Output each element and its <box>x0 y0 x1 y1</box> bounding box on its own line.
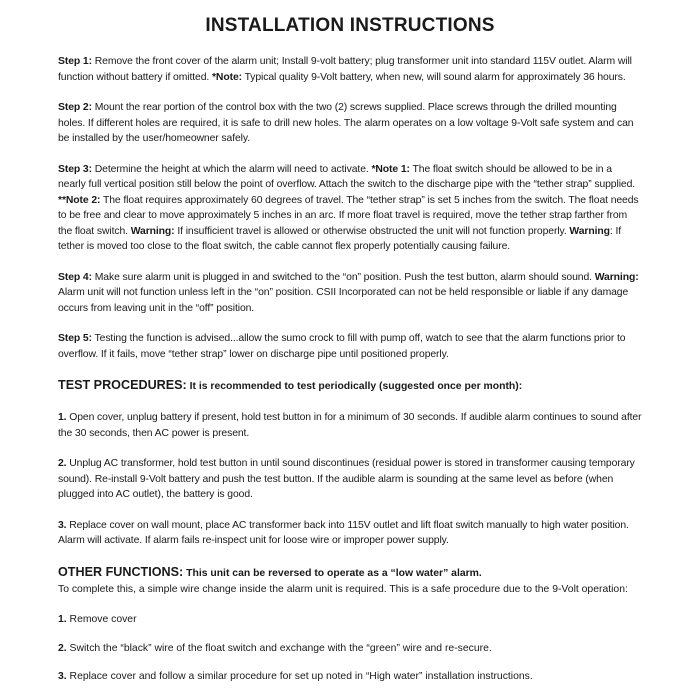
section-title: OTHER FUNCTIONS: <box>58 564 184 579</box>
page-title: INSTALLATION INSTRUCTIONS <box>205 15 495 36</box>
test-procedures-section <box>58 377 642 549</box>
other-functions-intro <box>58 564 642 598</box>
item-text: Unplug AC transformer, hold test button in until sound discontinues (residual power is stored in transformer causing temporary sound). Re-install 9-Volt battery and push the test button. If the audible alarm is sounding at the same level as before (when plugged into AC outlet), the battery is good. <box>58 458 635 500</box>
item-number: 3. <box>58 671 67 682</box>
step-text: : If tether is moved too close to the float switch, the cable cannot flex properly potentially causing failure. <box>58 225 622 252</box>
step-label: Step 5: <box>58 333 92 344</box>
step-label: Step 2: <box>58 102 92 113</box>
item-number: 1. <box>58 614 67 625</box>
step-5 <box>58 331 642 362</box>
section-title: TEST PROCEDURES: <box>58 378 187 392</box>
step-text: Determine the height at which the alarm will need to activate. <box>91 163 372 175</box>
step-text: Remove the front cover of the alarm unit; Install 9-volt battery; plug transformer unit into standard 115V outlet. Alarm will function without battery if omitted. <box>58 56 632 83</box>
item-number: 1. <box>58 412 67 423</box>
step-text: Mount the rear portion of the control box with the two (2) screws supplied. Place screws through the drilled mounting holes. If different holes are required, it is safe to drill new holes. The alarm operates on a low voltage 9-Volt safe system and can be installed by the user/homeowner safely. <box>58 102 634 144</box>
instructions-page <box>58 14 642 698</box>
item-text: Switch the “black” wire of the float switch and exchange with the “green” wire and re-secure. <box>66 642 492 654</box>
test-procedures-heading <box>58 377 642 395</box>
section-subtitle: This unit can be reversed to operate as a “low water” alarm. <box>183 567 482 579</box>
note-label: *Note: <box>211 71 242 83</box>
step-text: Alarm unit will not function unless left in the “on” position. CSII Incorporated can not be held responsible or liable if any damage occurs from leaving unit in the “off” position. <box>58 287 629 314</box>
step-3 <box>58 162 642 255</box>
warning-label: Warning: <box>130 225 175 237</box>
other-functions-description: To complete this, a simple wire change inside the alarm unit is required. This is a safe procedure due to the 9-Volt operation: <box>58 583 628 595</box>
item-text: Open cover, unplug battery if present, hold test button in for a minimum of 30 seconds. If audible alarm continues to sound after the 30 seconds, then AC power is present. <box>58 412 642 439</box>
step-label: Step 3: <box>58 163 92 175</box>
warning-label: Warning <box>569 225 610 237</box>
section-subtitle: It is recommended to test periodically (suggested once per month): <box>186 381 523 392</box>
step-1 <box>58 54 642 85</box>
step-4 <box>58 270 642 317</box>
other-functions-heading <box>58 564 642 582</box>
test-item-2 <box>58 456 642 503</box>
note-label: *Note 1: <box>371 163 410 175</box>
other-item-1 <box>58 612 642 628</box>
step-text: Testing the function is advised...allow the sumo crock to fill with pump off, watch to see that the alarm functions prior to overflow. If it fails, move “tether strap” lower on discharge pipe until positioned properly. <box>58 333 626 360</box>
step-text: Typical quality 9-Volt battery, when new, will sound alarm for approximately 36 hours. <box>241 71 626 83</box>
other-functions-section <box>58 564 642 685</box>
item-text: Remove cover <box>66 614 137 625</box>
test-item-3 <box>58 518 642 549</box>
test-item-1 <box>58 410 642 441</box>
note-label: **Note 2: <box>58 194 101 206</box>
step-label: Step 1: <box>58 56 92 67</box>
step-text: The float requires approximately 60 degrees of travel. The “tether strap” is set 5 inches from the switch. The float needs to be free and clear to move approximately 5 inches in an arc. If more float travel is required, move the tether strap farther from the float switch. <box>58 194 639 237</box>
item-text: Replace cover and follow a similar procedure for set up noted in “High water” installation instructions. <box>66 671 533 682</box>
item-number: 3. <box>58 519 67 531</box>
item-number: 2. <box>58 642 67 654</box>
warning-label: Warning: <box>594 271 639 283</box>
other-item-2 <box>58 641 642 657</box>
item-number: 2. <box>58 458 67 469</box>
item-text: Replace cover on wall mount, place AC transformer back into 115V outlet and lift float switch manually to high water position. Alarm will activate. If alarm fails re-inspect unit for loose wire or improper power supply. <box>58 519 629 546</box>
step-2 <box>58 100 642 147</box>
steps-section <box>58 54 642 362</box>
step-text: If insufficient travel is allowed or otherwise obstructed the unit will not function properly. <box>174 225 570 237</box>
step-text: Make sure alarm unit is plugged in and switched to the “on” position. Push the test button, alarm should sound. <box>91 271 595 283</box>
other-item-3 <box>58 669 642 685</box>
step-text: The float switch should be allowed to be in a nearly full vertical position still below the point of overflow. Attach the switch to the discharge pipe with the “tether strap” supplied. <box>58 163 636 190</box>
step-label: Step 4: <box>58 271 92 283</box>
